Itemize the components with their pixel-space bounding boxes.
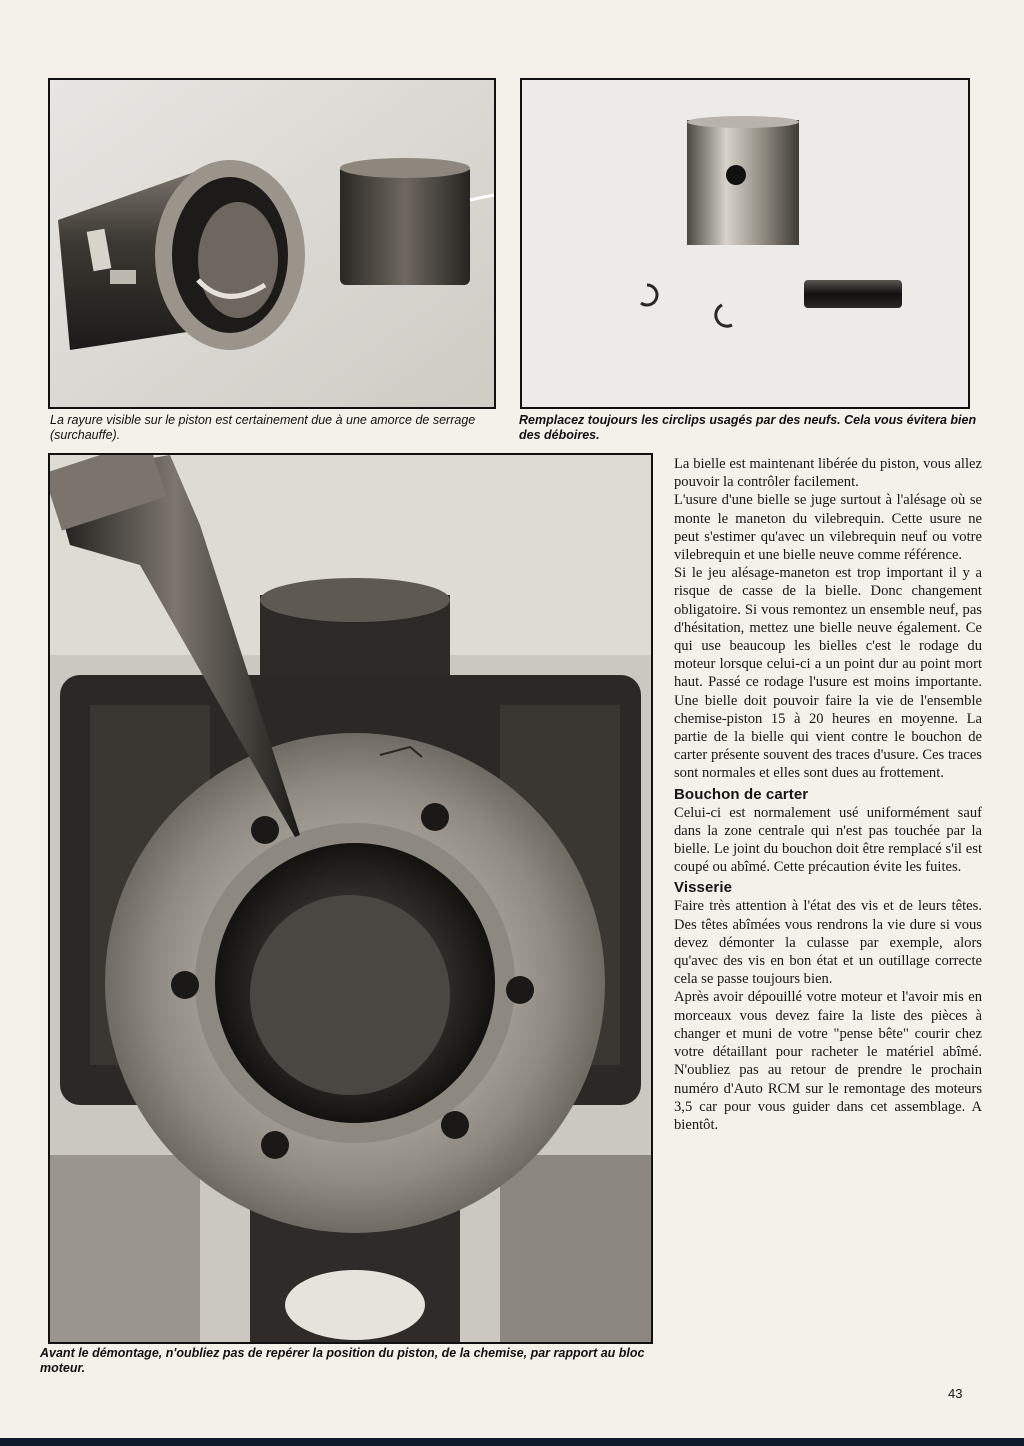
piston-circlips-image: [522, 80, 968, 407]
section-heading-bouchon: Bouchon de carter: [674, 785, 809, 803]
photo-piston-circlips: [520, 78, 970, 409]
article-column: [674, 455, 982, 1134]
article-paragraph: Si le jeu alésage-maneton est trop important il y a risque de casse de la bielle. Donc changement obligatoire. Si vous remontez un ensemble neuf, pas d'hésitation, mettez une bielle neuve également. Ce qui use beaucoup les bielles c'est le rodage du moteur lorsque celui-ci a un point dur au point mort haut. Passé ce rodage l'usure est moins importante. Une bielle doit pouvoir faire la vie de l'ensemble chemise-piston 15 à 20 heures en moyenne. La partie de la bielle qui vient contre le bouchon de carter présente souvent des traces d'usure. Ces traces sont normales et elles sont dues au frottement.: [674, 565, 982, 782]
caption-engine-photo: Avant le démontage, n'oubliez pas de repérer la position du piston, de la chemise, par rapport au bloc moteur.: [40, 1346, 645, 1375]
article-paragraph: Après avoir dépouillé votre moteur et l'avoir mis en morceaux vous devez faire la liste des pièces à changer et muni de votre "pense bête" courir chez votre détaillant pour racheter le matériel abîmé. N'oubliez pas au retour de prendre le prochain numéro d'Auto RCM sur le remontage des moteurs 3,5 car pour vous guider dans cet assemblage. A bientôt.: [674, 989, 982, 1133]
section-heading-visserie: Visserie: [674, 879, 733, 897]
page-edge: [0, 1438, 1024, 1446]
article-paragraph: Faire très attention à l'état des vis et de leurs têtes. Des têtes abîmées vous rendrons la vie dure si vous devez démonter la culasse par exemple, alors qu'avec des vis en bon état et un outillage correcte cela se passe toujours bien.: [674, 898, 982, 988]
photo-liner-and-piston: [48, 78, 496, 409]
liner-piston-image: [50, 80, 494, 407]
article-paragraph: L'usure d'une bielle se juge surtout à l'alésage où se monte le maneton du vilebrequin. Cette usure ne peut s'estimer qu'avec un vilebrequin neuf ou votre vilebrequin et une bielle neuve comme référence.: [674, 492, 982, 564]
article-paragraph: La bielle est maintenant libérée du piston, vous allez pouvoir la contrôler facilement.: [674, 456, 982, 491]
caption-liner-photo: La rayure visible sur le piston est certainement due à une amorce de serrage (surchauffe).: [50, 413, 476, 442]
engine-marking-image: [50, 455, 651, 1342]
photo-engine-marking: [48, 453, 653, 1344]
caption-circlips-photo: Remplacez toujours les circlips usagés par des neufs. Cela vous évitera bien des déboires.: [519, 413, 977, 442]
page-number: 43: [948, 1386, 963, 1401]
article-paragraph: Celui-ci est normalement usé uniformément sauf dans la zone centrale qui n'est pas touchée par la bielle. Le joint du bouchon doit être remplacé s'il est coupé ou abîmé. Cette précaution évite les fuites.: [674, 804, 982, 876]
